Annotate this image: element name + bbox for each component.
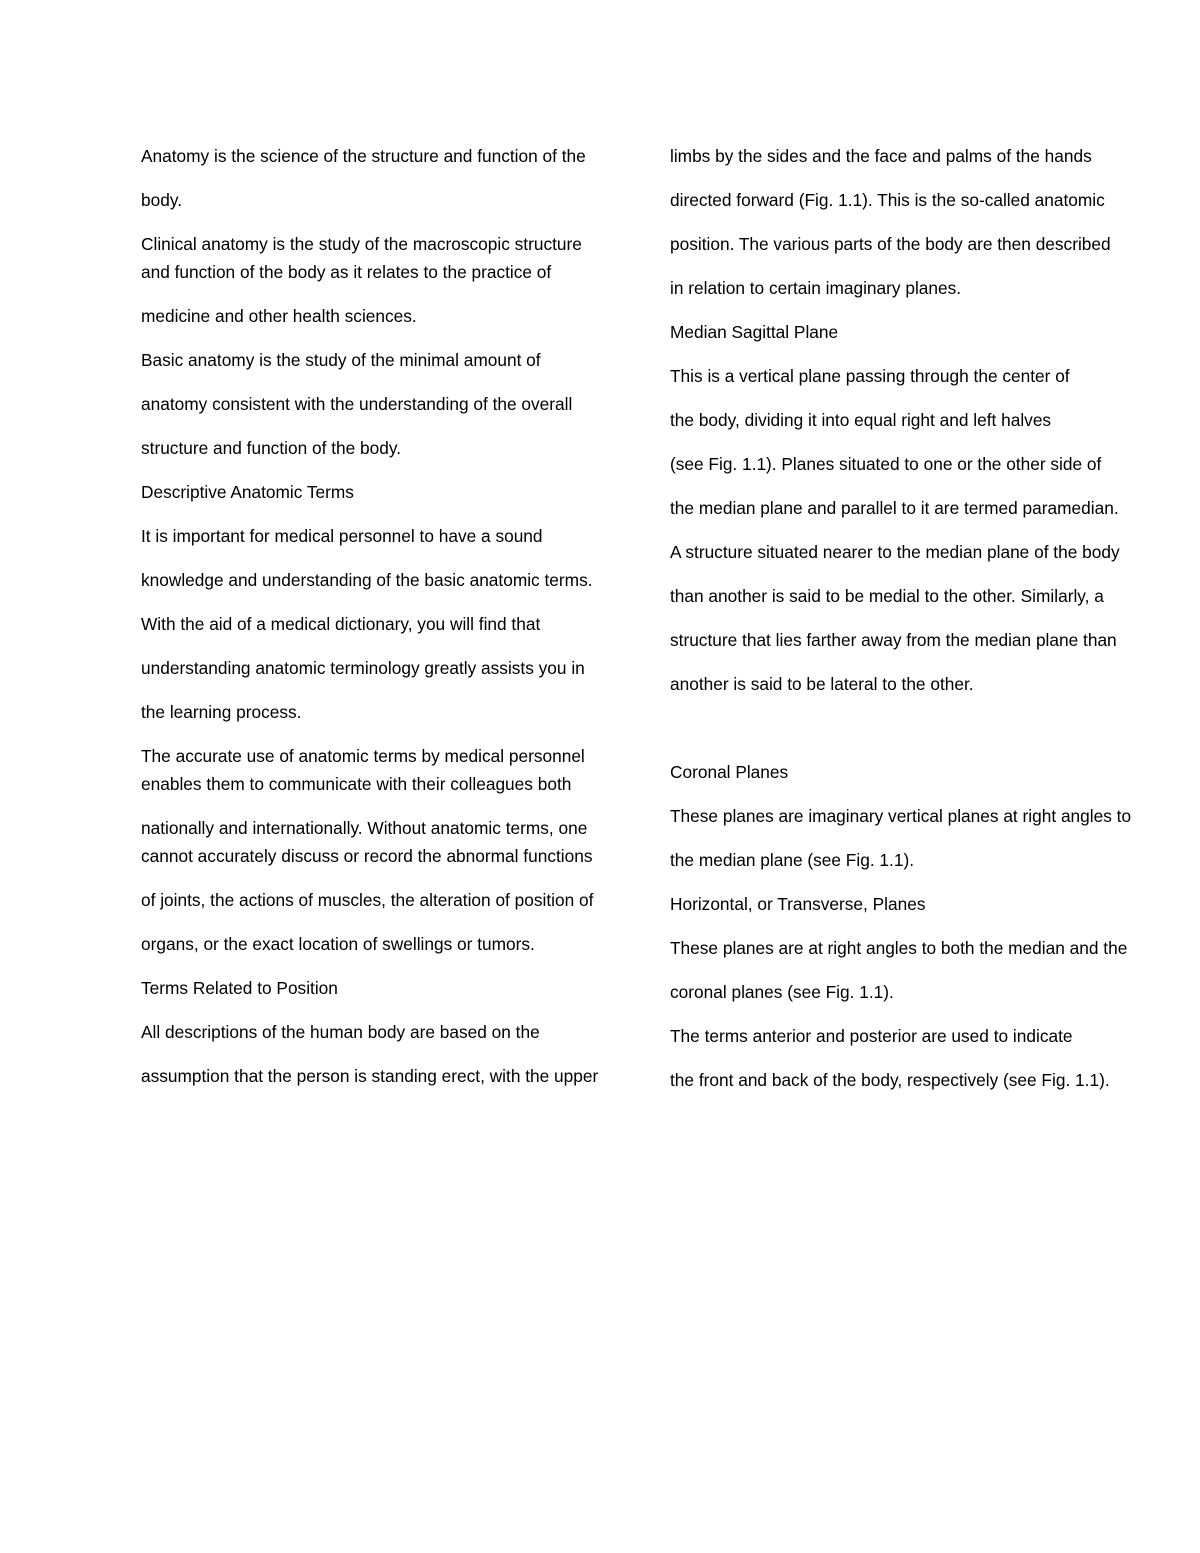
paragraph: With the aid of a medical dictionary, you will find that xyxy=(141,614,541,634)
paragraph: limbs by the sides and the face and palms of the hands xyxy=(670,146,1092,166)
paragraph: The terms anterior and posterior are used to indicate xyxy=(670,1026,1073,1046)
paragraph: organs, or the exact location of swellings or tumors. xyxy=(141,934,535,954)
paragraph: The accurate use of anatomic terms by medical personnel enables them to communicate with their colleagues both xyxy=(141,746,585,794)
paragraph: Anatomy is the science of the structure and function of the xyxy=(141,146,586,166)
paragraph: nationally and internationally. Without anatomic terms, one cannot accurately discuss or record the abnormal functions xyxy=(141,818,593,866)
paragraph: A structure situated nearer to the median plane of the body xyxy=(670,542,1120,562)
paragraph: body. xyxy=(141,190,182,210)
left-column xyxy=(141,142,613,1106)
paragraph: position. The various parts of the body are then described xyxy=(670,234,1111,254)
paragraph: another is said to be lateral to the other. xyxy=(670,674,974,694)
paragraph: of joints, the actions of muscles, the alteration of position of xyxy=(141,890,594,910)
paragraph: directed forward (Fig. 1.1). This is the so-called anatomic xyxy=(670,190,1105,210)
paragraph: It is important for medical personnel to have a sound xyxy=(141,526,543,546)
section-heading: Horizontal, or Transverse, Planes xyxy=(670,894,926,914)
paragraph: structure and function of the body. xyxy=(141,438,402,458)
paragraph: (see Fig. 1.1). Planes situated to one or the other side of xyxy=(670,454,1102,474)
section-heading: Coronal Planes xyxy=(670,762,789,782)
paragraph: Clinical anatomy is the study of the macroscopic structure and function of the body as it relates to the practice of xyxy=(141,234,582,282)
paragraph: the learning process. xyxy=(141,702,302,722)
paragraph: medicine and other health sciences. xyxy=(141,306,417,326)
paragraph: These planes are at right angles to both the median and the xyxy=(670,938,1128,958)
paragraph: All descriptions of the human body are based on the xyxy=(141,1022,540,1042)
paragraph: anatomy consistent with the understanding of the overall xyxy=(141,394,573,414)
paragraph: assumption that the person is standing erect, with the upper xyxy=(141,1066,599,1086)
right-column xyxy=(670,142,1140,1110)
paragraph: understanding anatomic terminology greatly assists you in xyxy=(141,658,585,678)
paragraph: This is a vertical plane passing through the center of xyxy=(670,366,1070,386)
paragraph: than another is said to be medial to the other. Similarly, a xyxy=(670,586,1104,606)
paragraph: Basic anatomy is the study of the minimal amount of xyxy=(141,350,541,370)
paragraph: the median plane (see Fig. 1.1). xyxy=(670,850,914,870)
paragraph: knowledge and understanding of the basic anatomic terms. xyxy=(141,570,593,590)
paragraph: These planes are imaginary vertical planes at right angles to xyxy=(670,806,1132,826)
paragraph: the median plane and parallel to it are termed paramedian. xyxy=(670,498,1119,518)
paragraph: the body, dividing it into equal right and left halves xyxy=(670,410,1052,430)
section-heading: Descriptive Anatomic Terms xyxy=(141,482,354,502)
section-heading: Terms Related to Position xyxy=(141,978,338,998)
section-heading: Median Sagittal Plane xyxy=(670,322,839,342)
blank-line xyxy=(670,714,1140,758)
paragraph: structure that lies farther away from the median plane than xyxy=(670,630,1117,650)
paragraph: in relation to certain imaginary planes. xyxy=(670,278,962,298)
paragraph: the front and back of the body, respectively (see Fig. 1.1). xyxy=(670,1070,1110,1090)
paragraph: coronal planes (see Fig. 1.1). xyxy=(670,982,894,1002)
